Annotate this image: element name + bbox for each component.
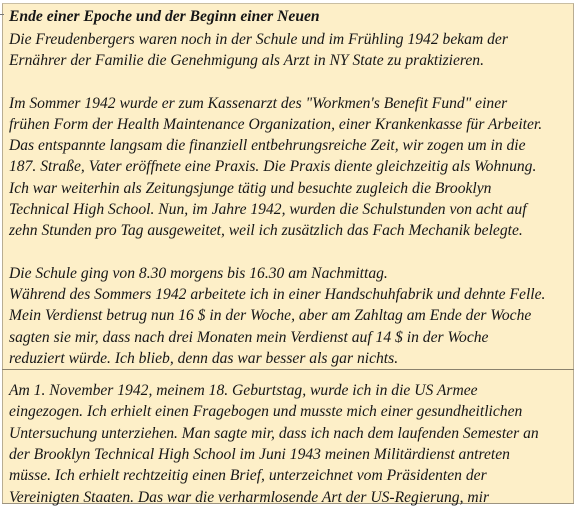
text-line: Die Schule ging von 8.30 morgens bis 16.30 am Nachmittag. — [9, 264, 388, 282]
text-line: 187. Straße, Vater eröffnete eine Praxis. Die Praxis diente gleichzeitig als Wohnung. — [9, 158, 537, 176]
text-line: Vereinigten Staaten. Das war die verharmlosende Art der US-Regierung, mir — [9, 488, 490, 506]
text-line: müsse. Ich erhielt rechtzeitig einen Brief, unterzeichnet vom Präsidenten der — [9, 467, 487, 485]
paragraph-2 — [9, 93, 569, 242]
text-line: Das entspannte langsam die finanziell entbehrungsreiche Zeit, wir zogen um in die — [9, 137, 526, 155]
text-line: der Brooklyn Technical High School im Juni 1943 meinen Militärdienst antreten — [9, 446, 510, 464]
text-line: Im Sommer 1942 wurde er zum Kassenarzt des "Workmen's Benefit Fund" einer — [9, 94, 508, 112]
document-title: Ende einer Epoche und der Beginn einer Neuen — [9, 8, 320, 25]
text-line: reduziert würde. Ich blieb, denn das war besser als gar nichts. — [9, 349, 399, 367]
text-line: Während des Sommers 1942 arbeitete ich in einer Handschuhfabrik und dehnte Felle. — [9, 285, 546, 303]
text-line: zehn Stunden pro Tag ausgeweitet, weil ich zusätzlich das Fach Mechanik belegte. — [9, 222, 523, 240]
text-line: frühen Form der Health Maintenance Organization, einer Krankenkasse für Arbeiter. — [9, 115, 543, 133]
text-line: Ernährer der Familie die Genehmigung als Arzt in NY State zu praktizieren. — [9, 52, 484, 70]
text-line: Am 1. November 1942, meinem 18. Geburtstag, wurde ich in die US Armee — [9, 382, 478, 400]
text-line: eingezogen. Ich erhielt einen Fragebogen und musste mich einer gesundheitlichen — [9, 403, 523, 421]
text-line: Ich war weiterhin als Zeitungsjunge tätig und besuchte zugleich die Brooklyn — [9, 179, 492, 197]
text-line: Mein Verdienst betrug nun 16 $ in der Woche, aber am Zahltag am Ende der Woche — [9, 307, 532, 325]
text-line: sagten sie mir, dass nach drei Monaten mein Verdienst auf 14 $ in der Woche — [9, 328, 489, 346]
paragraph-3 — [9, 263, 569, 369]
text-line: Technical High School. Nun, im Jahre 1942, wurden die Schulstunden von acht auf — [9, 201, 527, 219]
margin-tick — [0, 14, 4, 15]
text-line: Untersuchung unterziehen. Man sagte mir, dass ich nach dem laufenden Semester an — [9, 424, 539, 442]
text-line: Die Freudenbergers waren noch in der Schule und im Frühling 1942 bekam der — [9, 31, 508, 48]
paragraph-4 — [9, 380, 569, 508]
document-text — [9, 6, 569, 508]
paragraph-1 — [9, 29, 569, 72]
